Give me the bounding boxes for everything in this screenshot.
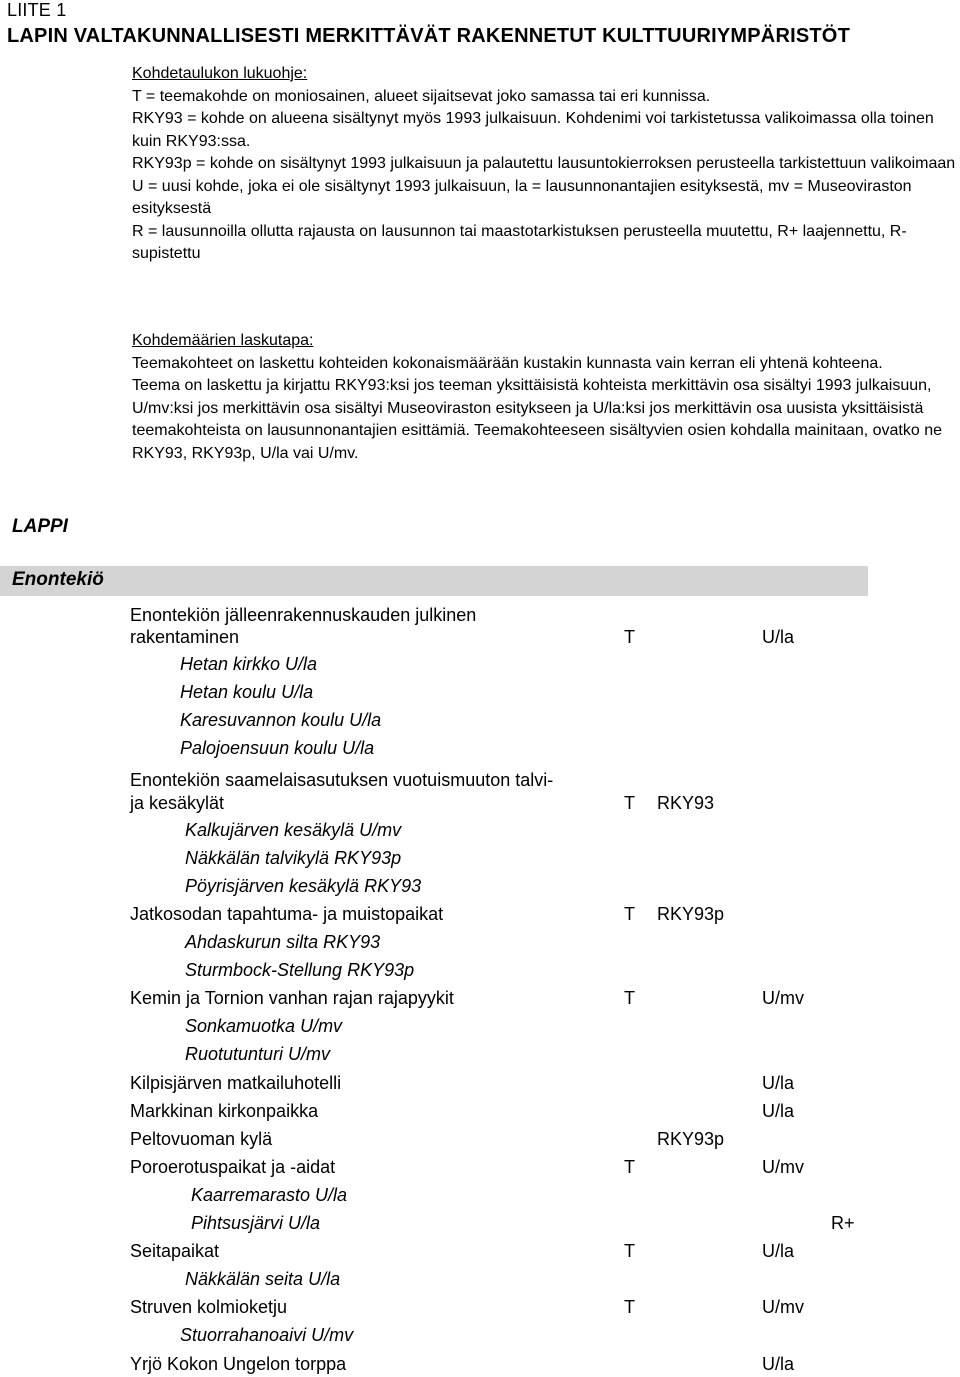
rky-status: RKY93p [657,904,725,924]
entry-name: Hetan koulu U/la [180,682,314,702]
new-status: U/mv [762,1297,804,1317]
legend-line: RKY93 = kohde on alueena sisältynyt myös 1993 julkaisuun. Kohdenimi voi tarkistetussa valikoimassa olla toinen kuin RKY93:ssa. [132,110,934,150]
new-status: U/la [762,1101,795,1121]
entry-name: Ruotutunturi U/mv [185,1044,331,1064]
legend-heading: Kohdetaulukon lukuohje: [132,65,308,82]
rky-status: RKY93 [657,793,715,813]
theme-marker: T [624,1157,635,1177]
theme-marker: T [624,988,635,1008]
new-status: U/la [762,1073,795,1093]
counting-section [132,330,957,465]
legend-line: RKY93p = kohde on sisältynyt 1993 julkaisuun ja palautettu lausuntokierroksen perusteella tarkistettuun valikoimaan [132,155,956,172]
new-status: U/la [762,627,795,647]
entry-name: Karesuvannon koulu U/la [180,710,382,730]
theme-marker: T [624,793,635,813]
theme-marker: T [624,627,635,647]
new-status: U/mv [762,1157,804,1177]
counting-line: Teema on laskettu ja kirjattu RKY93:ksi jos teeman yksittäisistä kohteista merkittävin osa sisältyi 1993 julkaisuun, U/mv:ksi jos merkittävin osa sisältyi Museoviraston esitykseen ja U/la:ksi jos merkittävin osa uusista yksittäisistä teemakohteista on lausunnonantajien esittämiä. Teemakohteeseen sisältyvien osien kohdalla mainitaan, ovatko ne RKY93, RKY93p, U/la vai U/mv. [132,377,942,462]
legend-line: R = lausunnoilla ollutta rajausta on lausunnon tai maastotarkistuksen perusteella muutettu, R+ laajennettu, R- supistettu [132,222,907,262]
entry-name: Sturmbock-Stellung RKY93p [185,960,415,980]
new-status: U/mv [762,988,804,1008]
entry-name: Markkinan kirkonpaikka [130,1101,319,1121]
entry-name: Pöyrisjärven kesäkylä RKY93 [185,876,422,896]
counting-line: Teemakohteet on laskettu kohteiden kokonaismäärään kustakin kunnasta vain kerran eli yhtenä kohteena. [132,354,883,372]
legend-section [132,63,957,266]
entry-name: Seitapaikat [130,1241,220,1261]
entry-name: Kilpisjärven matkailuhotelli [130,1073,342,1093]
entry-name: Hetan kirkko U/la [180,654,318,674]
theme-marker: T [624,1241,635,1261]
entry-name: Ahdaskurun silta RKY93 [185,932,381,952]
municipality-heading: Enontekiö [12,569,104,590]
entry-name: Jatkosodan tapahtuma- ja muistopaikat [130,904,444,924]
entry-name: Enontekiön saamelaisasutuksen vuotuismuuton talvi- [130,770,554,790]
page-title: LAPIN VALTAKUNNALLISESTI MERKITTÄVÄT RAKENNETUT KULTTUURIYMPÄRISTÖT [7,25,850,47]
legend-line: U = uusi kohde, joka ei ole sisältynyt 1993 julkaisuun, la = lausunnonantajien esityksestä, mv = Museoviraston esityksestä [132,177,912,217]
entry-name: Näkkälän talvikylä RKY93p [185,848,402,868]
entry-name: Peltovuoman kylä [130,1129,273,1149]
entry-name: Yrjö Kokon Ungelon torppa [130,1354,347,1374]
entry-name: Sonkamuotka U/mv [185,1016,343,1036]
region-heading: LAPPI [12,516,68,537]
entry-name: Näkkälän seita U/la [185,1269,341,1289]
boundary-change: R+ [831,1213,855,1233]
theme-marker: T [624,1297,635,1317]
entry-name: Stuorrahanoaivi U/mv [180,1325,354,1345]
municipality-bar [0,566,868,596]
entry-name: Poroerotuspaikat ja -aidat [130,1157,336,1177]
appendix-label: LIITE 1 [7,0,67,20]
rky-status: RKY93p [657,1129,725,1149]
entry-name: Kalkujärven kesäkylä U/mv [185,820,402,840]
entry-name: Enontekiön jälleenrakennuskauden julkinen [130,605,477,625]
entry-name: ja kesäkylät [130,793,225,813]
legend-line: T = teemakohde on moniosainen, alueet sijaitsevat joko samassa tai eri kunnissa. [132,87,711,105]
entry-name: rakentaminen [130,627,240,647]
new-status: U/la [762,1241,795,1261]
counting-heading: Kohdemäärien laskutapa: [132,332,314,349]
theme-marker: T [624,904,635,924]
entry-name: Kemin ja Tornion vanhan rajan rajapyykit [130,988,454,1008]
entry-name: Palojoensuun koulu U/la [180,738,375,758]
entry-name: Struven kolmioketju [130,1297,288,1317]
entry-name: Kaarremarasto U/la [191,1185,348,1205]
entry-name: Pihtsusjärvi U/la [191,1213,321,1233]
new-status: U/la [762,1354,795,1374]
